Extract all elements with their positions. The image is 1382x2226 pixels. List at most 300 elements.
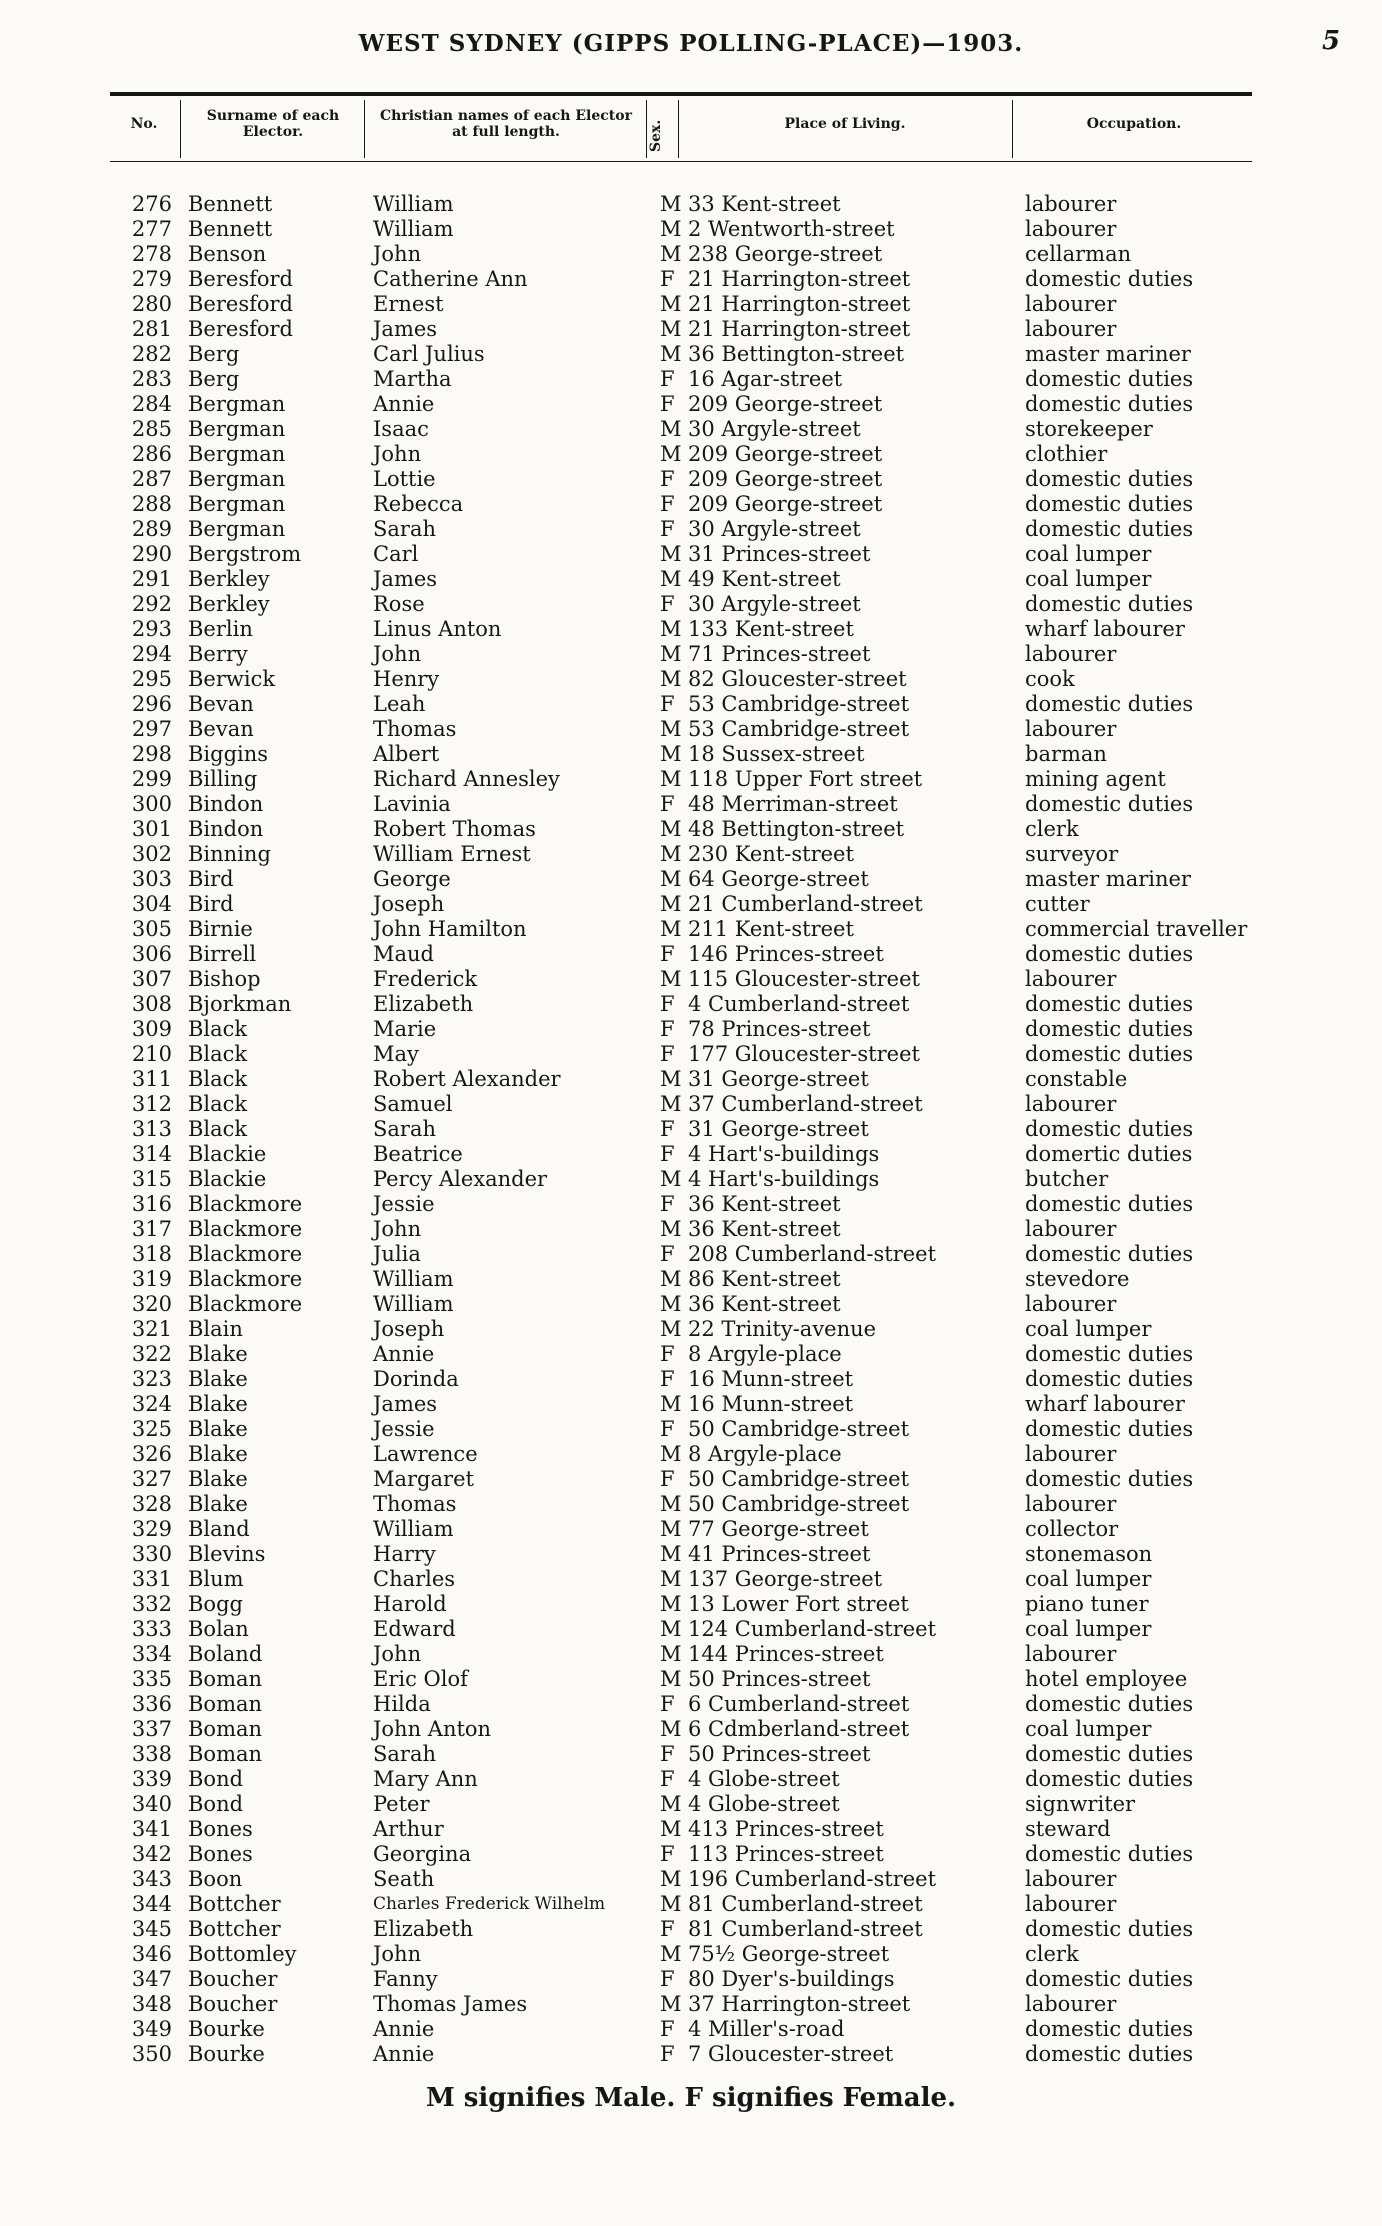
elector-number: 298 [131, 742, 172, 766]
elector-christian-names: William [373, 1517, 454, 1541]
elector-christian-names: Marie [373, 1017, 437, 1041]
elector-number: 326 [131, 1442, 172, 1466]
elector-surname: Boman [188, 1742, 263, 1766]
elector-sex: M [660, 567, 682, 591]
elector-place-of-living: 4 Globe-street [688, 1767, 840, 1791]
elector-occupation: coal lumper [1025, 567, 1152, 591]
elector-number: 332 [131, 1592, 172, 1616]
elector-occupation: coal lumper [1025, 1617, 1152, 1641]
elector-occupation: storekeeper [1025, 417, 1153, 441]
elector-place-of-living: 30 Argyle-street [688, 517, 861, 541]
elector-number: 301 [131, 817, 172, 841]
elector-sex: M [660, 217, 682, 241]
elector-occupation: domestic duties [1025, 792, 1194, 816]
elector-christian-names: Elizabeth [373, 1917, 474, 1941]
table-row [0, 1617, 1382, 1642]
elector-occupation: clothier [1025, 442, 1108, 466]
elector-surname: Binning [188, 842, 271, 866]
elector-occupation: labourer [1025, 217, 1117, 241]
elector-place-of-living: 4 Hart's-buildings [688, 1142, 880, 1166]
elector-number: 294 [131, 642, 172, 666]
elector-surname: Bevan [188, 717, 254, 741]
table-row [0, 942, 1382, 967]
elector-occupation: master mariner [1025, 867, 1191, 891]
elector-place-of-living: 50 Cambridge-street [688, 1417, 910, 1441]
header-top-rule [110, 92, 1252, 96]
elector-sex: M [660, 1642, 682, 1666]
elector-occupation: domestic duties [1025, 1017, 1194, 1041]
elector-place-of-living: 48 Merriman-street [688, 792, 898, 816]
elector-sex: M [660, 617, 682, 641]
elector-number: 289 [131, 517, 172, 541]
elector-occupation: signwriter [1025, 1792, 1136, 1816]
elector-surname: Berry [188, 642, 248, 666]
elector-surname: Birrell [188, 942, 257, 966]
elector-sex: F [660, 267, 675, 291]
elector-sex: F [660, 592, 675, 616]
electoral-roll-table [0, 192, 1382, 2067]
elector-occupation: domestic duties [1025, 942, 1194, 966]
elector-number: 323 [131, 1367, 172, 1391]
elector-place-of-living: 36 Kent-street [688, 1217, 841, 1241]
elector-sex: F [660, 992, 675, 1016]
elector-christian-names: Maud [373, 942, 434, 966]
elector-place-of-living: 31 Princes-street [688, 542, 871, 566]
table-row [0, 1017, 1382, 1042]
elector-occupation: coal lumper [1025, 1567, 1152, 1591]
elector-number: 285 [131, 417, 172, 441]
elector-surname: Blackmore [188, 1292, 303, 1316]
elector-sex: M [660, 292, 682, 316]
elector-place-of-living: 115 Gloucester-street [688, 967, 920, 991]
elector-sex: F [660, 2042, 675, 2066]
elector-occupation: labourer [1025, 1442, 1117, 1466]
elector-christian-names: James [373, 317, 438, 341]
elector-place-of-living: 22 Trinity-avenue [688, 1317, 877, 1341]
table-row [0, 767, 1382, 792]
elector-place-of-living: 113 Princes-street [688, 1842, 884, 1866]
elector-occupation: labourer [1025, 1992, 1117, 2016]
elector-number: 322 [131, 1342, 172, 1366]
elector-surname: Bergman [188, 517, 286, 541]
elector-place-of-living: 209 George-street [688, 442, 883, 466]
elector-number: 305 [131, 917, 172, 941]
elector-surname: Beresford [188, 267, 293, 291]
elector-number: 347 [131, 1967, 172, 1991]
elector-place-of-living: 36 Kent-street [688, 1192, 841, 1216]
elector-number: 304 [131, 892, 172, 916]
elector-surname: Blevins [188, 1542, 266, 1566]
elector-number: 319 [131, 1267, 172, 1291]
elector-sex: M [660, 1517, 682, 1541]
elector-surname: Beresford [188, 292, 293, 316]
elector-christian-names: Frederick [373, 967, 478, 991]
elector-surname: Berg [188, 367, 240, 391]
elector-surname: Black [188, 1042, 248, 1066]
table-row [0, 542, 1382, 567]
elector-number: 327 [131, 1467, 172, 1491]
elector-occupation: barman [1025, 742, 1107, 766]
elector-surname: Biggins [188, 742, 269, 766]
elector-surname: Bird [188, 867, 234, 891]
elector-number: 277 [131, 217, 172, 241]
elector-number: 344 [131, 1892, 172, 1916]
elector-place-of-living: 36 Kent-street [688, 1292, 841, 1316]
elector-surname: Blackie [188, 1167, 267, 1191]
elector-surname: Berkley [188, 592, 270, 616]
elector-surname: Blake [188, 1467, 248, 1491]
elector-occupation: coal lumper [1025, 1317, 1152, 1341]
table-row [0, 817, 1382, 842]
elector-place-of-living: 81 Cumberland-street [688, 1917, 923, 1941]
elector-occupation: domestic duties [1025, 592, 1194, 616]
table-row [0, 442, 1382, 467]
elector-surname: Bergstrom [188, 542, 302, 566]
elector-surname: Blake [188, 1417, 248, 1441]
elector-surname: Birnie [188, 917, 253, 941]
elector-occupation: domestic duties [1025, 1467, 1194, 1491]
elector-surname: Boland [188, 1642, 263, 1666]
elector-occupation: commercial traveller [1025, 917, 1248, 941]
elector-number: 280 [131, 292, 172, 316]
elector-surname: Boucher [188, 1992, 278, 2016]
elector-number: 295 [131, 667, 172, 691]
elector-number: 309 [131, 1017, 172, 1041]
elector-surname: Billing [188, 767, 258, 791]
elector-place-of-living: 144 Princes-street [688, 1642, 884, 1666]
elector-place-of-living: 64 George-street [688, 867, 869, 891]
table-row [0, 967, 1382, 992]
elector-occupation: labourer [1025, 967, 1117, 991]
elector-sex: M [660, 642, 682, 666]
elector-number: 320 [131, 1292, 172, 1316]
elector-number: 276 [131, 192, 172, 216]
elector-sex: F [660, 467, 675, 491]
elector-number: 331 [131, 1567, 172, 1591]
elector-place-of-living: 50 Princes-street [688, 1667, 871, 1691]
elector-sex: F [660, 1042, 675, 1066]
elector-christian-names: William [373, 1292, 454, 1316]
elector-place-of-living: 21 Cumberland-street [688, 892, 923, 916]
elector-surname: Blackmore [188, 1242, 303, 1266]
elector-place-of-living: 230 Kent-street [688, 842, 854, 866]
elector-place-of-living: 133 Kent-street [688, 617, 854, 641]
table-row [0, 842, 1382, 867]
elector-place-of-living: 16 Munn-street [688, 1367, 854, 1391]
table-row [0, 917, 1382, 942]
elector-christian-names: Annie [373, 2042, 435, 2066]
elector-surname: Blackie [188, 1142, 267, 1166]
table-row [0, 1767, 1382, 1792]
elector-occupation: domestic duties [1025, 367, 1194, 391]
elector-place-of-living: 16 Agar-street [688, 367, 843, 391]
elector-christian-names: Jessie [373, 1417, 435, 1441]
elector-number: 345 [131, 1917, 172, 1941]
elector-surname: Bond [188, 1792, 244, 1816]
table-row [0, 417, 1382, 442]
elector-sex: M [660, 867, 682, 891]
column-divider [646, 100, 647, 158]
elector-surname: Boman [188, 1667, 263, 1691]
column-header-occupation: Occupation. [1086, 116, 1182, 132]
elector-place-of-living: 36 Bettington-street [688, 342, 905, 366]
elector-christian-names: Georgina [373, 1842, 472, 1866]
elector-place-of-living: 49 Kent-street [688, 567, 841, 591]
elector-place-of-living: 53 Cambridge-street [688, 717, 910, 741]
column-header-no: No. [130, 116, 158, 132]
elector-place-of-living: 33 Kent-street [688, 192, 841, 216]
elector-surname: Bennett [188, 217, 273, 241]
table-row [0, 1092, 1382, 1117]
elector-occupation: coal lumper [1025, 542, 1152, 566]
elector-occupation: stonemason [1025, 1542, 1153, 1566]
elector-occupation: domestic duties [1025, 517, 1194, 541]
elector-christian-names: Margaret [373, 1467, 474, 1491]
elector-sex: M [660, 417, 682, 441]
elector-christian-names: Ernest [373, 292, 444, 316]
elector-place-of-living: 196 Cumberland-street [688, 1867, 937, 1891]
elector-place-of-living: 41 Princes-street [688, 1542, 871, 1566]
elector-christian-names: James [373, 1392, 438, 1416]
elector-occupation: coal lumper [1025, 1717, 1152, 1741]
elector-sex: M [660, 1267, 682, 1291]
elector-sex: F [660, 1967, 675, 1991]
table-row [0, 1567, 1382, 1592]
elector-number: 307 [131, 967, 172, 991]
elector-christian-names: Beatrice [373, 1142, 463, 1166]
elector-sex: M [660, 842, 682, 866]
elector-place-of-living: 177 Gloucester-street [688, 1042, 920, 1066]
table-row [0, 1817, 1382, 1842]
elector-surname: Bindon [188, 792, 264, 816]
elector-occupation: labourer [1025, 317, 1117, 341]
elector-christian-names: Henry [373, 667, 440, 691]
elector-number: 346 [131, 1942, 172, 1966]
table-row [0, 1192, 1382, 1217]
sex-legend: M signifies Male. F signifies Female. [425, 2083, 957, 2113]
elector-number: 210 [131, 1042, 172, 1066]
elector-place-of-living: 8 Argyle-place [688, 1342, 842, 1366]
elector-christian-names: Catherine Ann [373, 267, 528, 291]
elector-christian-names: Carl Julius [373, 342, 485, 366]
elector-christian-names: William [373, 1267, 454, 1291]
elector-sex: F [660, 1242, 675, 1266]
table-row [0, 1592, 1382, 1617]
table-row [0, 1042, 1382, 1067]
elector-number: 350 [131, 2042, 172, 2066]
elector-number: 313 [131, 1117, 172, 1141]
elector-surname: Black [188, 1092, 248, 1116]
elector-number: 339 [131, 1767, 172, 1791]
elector-christian-names: Fanny [373, 1967, 438, 1991]
elector-number: 316 [131, 1192, 172, 1216]
elector-number: 349 [131, 2017, 172, 2041]
elector-number: 325 [131, 1417, 172, 1441]
elector-number: 312 [131, 1092, 172, 1116]
elector-sex: F [660, 367, 675, 391]
elector-surname: Bindon [188, 817, 264, 841]
elector-number: 286 [131, 442, 172, 466]
table-row [0, 1867, 1382, 1892]
elector-place-of-living: 80 Dyer's-buildings [688, 1967, 895, 1991]
elector-place-of-living: 77 George-street [688, 1517, 869, 1541]
elector-surname: Blackmore [188, 1192, 303, 1216]
elector-sex: F [660, 1742, 675, 1766]
elector-christian-names: Robert Alexander [373, 1067, 561, 1091]
elector-sex: F [660, 1117, 675, 1141]
table-row [0, 1942, 1382, 1967]
elector-number: 317 [131, 1217, 172, 1241]
elector-surname: Bogg [188, 1592, 243, 1616]
table-row [0, 2017, 1382, 2042]
elector-surname: Benson [188, 242, 267, 266]
elector-occupation: surveyor [1025, 842, 1119, 866]
table-row [0, 317, 1382, 342]
table-row [0, 367, 1382, 392]
elector-sex: M [660, 817, 682, 841]
elector-surname: Bergman [188, 392, 286, 416]
elector-place-of-living: 75½ George-street [688, 1942, 890, 1966]
elector-number: 338 [131, 1742, 172, 1766]
elector-occupation: master mariner [1025, 342, 1191, 366]
elector-number: 321 [131, 1317, 172, 1341]
elector-surname: Blake [188, 1392, 248, 1416]
elector-number: 311 [131, 1067, 172, 1091]
elector-christian-names: John Anton [373, 1717, 492, 1741]
elector-sex: F [660, 1767, 675, 1791]
elector-place-of-living: 31 George-street [688, 1117, 869, 1141]
elector-christian-names: Thomas [373, 717, 457, 741]
elector-place-of-living: 37 Cumberland-street [688, 1092, 923, 1116]
elector-number: 337 [131, 1717, 172, 1741]
table-row [0, 292, 1382, 317]
elector-christian-names: William [373, 217, 454, 241]
elector-occupation: labourer [1025, 1292, 1117, 1316]
elector-christian-names: William Ernest [373, 842, 531, 866]
elector-place-of-living: 30 Argyle-street [688, 417, 861, 441]
elector-sex: M [660, 1542, 682, 1566]
table-row [0, 792, 1382, 817]
elector-occupation: domestic duties [1025, 2017, 1194, 2041]
elector-sex: F [660, 1467, 675, 1491]
elector-occupation: labourer [1025, 1217, 1117, 1241]
elector-occupation: domestic duties [1025, 1342, 1194, 1366]
elector-christian-names: George [373, 867, 451, 891]
elector-occupation: stevedore [1025, 1267, 1130, 1291]
elector-sex: M [660, 1867, 682, 1891]
elector-christian-names: May [373, 1042, 419, 1066]
elector-place-of-living: 4 Globe-street [688, 1792, 840, 1816]
elector-surname: Bjorkman [188, 992, 292, 1016]
elector-sex: M [660, 192, 682, 216]
elector-christian-names: Jessie [373, 1192, 435, 1216]
table-row [0, 1742, 1382, 1767]
elector-sex: F [660, 1917, 675, 1941]
elector-sex: M [660, 242, 682, 266]
elector-surname: Boman [188, 1717, 263, 1741]
elector-surname: Bolan [188, 1617, 249, 1641]
elector-number: 287 [131, 467, 172, 491]
elector-number: 302 [131, 842, 172, 866]
table-row [0, 992, 1382, 1017]
elector-occupation: labourer [1025, 717, 1117, 741]
elector-christian-names: Annie [373, 2017, 435, 2041]
table-row [0, 867, 1382, 892]
elector-occupation: domestic duties [1025, 1242, 1194, 1266]
elector-occupation: labourer [1025, 292, 1117, 316]
elector-number: 315 [131, 1167, 172, 1191]
table-row [0, 1517, 1382, 1542]
elector-place-of-living: 50 Cambridge-street [688, 1492, 910, 1516]
elector-occupation: piano tuner [1025, 1592, 1149, 1616]
elector-number: 343 [131, 1867, 172, 1891]
table-row [0, 1317, 1382, 1342]
elector-christian-names: John [373, 642, 422, 666]
elector-surname: Bergman [188, 467, 286, 491]
table-row [0, 1917, 1382, 1942]
elector-occupation: butcher [1025, 1167, 1109, 1191]
elector-number: 282 [131, 342, 172, 366]
elector-place-of-living: 18 Sussex-street [688, 742, 865, 766]
elector-occupation: domestic duties [1025, 692, 1194, 716]
elector-christian-names: William [373, 192, 454, 216]
elector-surname: Boucher [188, 1967, 278, 1991]
elector-number: 300 [131, 792, 172, 816]
elector-surname: Berg [188, 342, 240, 366]
elector-surname: Black [188, 1067, 248, 1091]
elector-number: 318 [131, 1242, 172, 1266]
elector-occupation: cutter [1025, 892, 1090, 916]
elector-place-of-living: 48 Bettington-street [688, 817, 905, 841]
elector-occupation: hotel employee [1025, 1667, 1188, 1691]
elector-place-of-living: 8 Argyle-place [688, 1442, 842, 1466]
elector-number: 341 [131, 1817, 172, 1841]
elector-sex: M [660, 1567, 682, 1591]
elector-christian-names: Thomas James [373, 1992, 528, 2016]
table-row [0, 242, 1382, 267]
elector-occupation: labourer [1025, 1092, 1117, 1116]
elector-sex: F [660, 1342, 675, 1366]
elector-christian-names: Julia [373, 1242, 421, 1266]
elector-surname: Bourke [188, 2017, 265, 2041]
elector-number: 283 [131, 367, 172, 391]
elector-christian-names: Lawrence [373, 1442, 478, 1466]
elector-occupation: domestic duties [1025, 267, 1194, 291]
elector-occupation: domestic duties [1025, 1117, 1194, 1141]
elector-sex: F [660, 517, 675, 541]
elector-surname: Blackmore [188, 1217, 303, 1241]
elector-sex: F [660, 2017, 675, 2041]
column-divider [678, 100, 679, 158]
table-row [0, 1442, 1382, 1467]
elector-christian-names: John [373, 442, 422, 466]
elector-sex: M [660, 442, 682, 466]
elector-occupation: domertic duties [1025, 1142, 1193, 1166]
elector-occupation: labourer [1025, 1867, 1117, 1891]
elector-christian-names: Eric Olof [373, 1667, 468, 1691]
table-row [0, 1292, 1382, 1317]
elector-christian-names: John [373, 1942, 422, 1966]
elector-sex: M [660, 1392, 682, 1416]
elector-place-of-living: 413 Princes-street [688, 1817, 884, 1841]
elector-place-of-living: 137 George-street [688, 1567, 883, 1591]
column-divider [364, 100, 365, 158]
elector-sex: F [660, 1192, 675, 1216]
elector-surname: Bishop [188, 967, 261, 991]
elector-christian-names: James [373, 567, 438, 591]
elector-surname: Bird [188, 892, 234, 916]
elector-place-of-living: 31 George-street [688, 1067, 869, 1091]
